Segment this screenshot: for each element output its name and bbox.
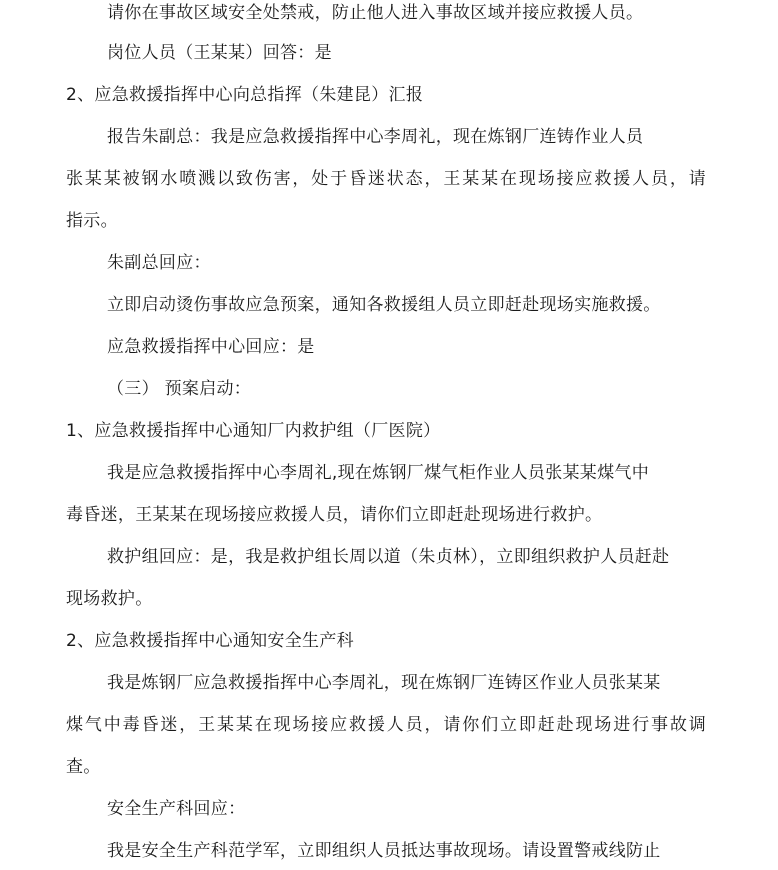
section-heading: 2、应急救援指挥中心通知安全生产科 bbox=[66, 631, 354, 651]
section-heading: 2、应急救援指挥中心向总指挥（朱建昆）汇报 bbox=[66, 85, 424, 105]
paragraph-line: 张某某被钢水喷溅以致伤害，处于昏迷状态，王某某在现场接应救援人员，请 bbox=[66, 169, 706, 189]
paragraph-line: 朱副总回应： bbox=[107, 253, 211, 273]
paragraph-line: 立即启动烫伤事故应急预案，通知各救援组人员立即赶赴现场实施救援。 bbox=[107, 295, 661, 315]
paragraph-line: 我是应急救援指挥中心李周礼,现在炼钢厂煤气柜作业人员张某某煤气中 bbox=[107, 463, 650, 483]
paragraph-line: 安全生产科回应： bbox=[107, 799, 246, 819]
paragraph-line: 现场救护。 bbox=[66, 589, 153, 609]
paragraph-line: 报告朱副总：我是应急救援指挥中心李周礼，现在炼钢厂连铸作业人员 bbox=[107, 127, 644, 147]
paragraph-line: 救护组回应：是，我是救护组长周以道（朱贞林），立即组织救护人员赶赴 bbox=[107, 547, 670, 567]
paragraph-line: 岗位人员（王某某）回答：是 bbox=[107, 43, 332, 63]
section-heading: （三） 预案启动： bbox=[107, 379, 252, 399]
paragraph-line: 请你在事故区域安全处禁戒，防止他人进入事故区域并接应救援人员。 bbox=[107, 3, 644, 23]
paragraph-line: 应急救援指挥中心回应：是 bbox=[107, 337, 315, 357]
section-heading: 1、应急救援指挥中心通知厂内救护组（厂医院） bbox=[66, 421, 441, 441]
paragraph-line: 我是炼钢厂应急救援指挥中心李周礼，现在炼钢厂连铸区作业人员张某某 bbox=[107, 673, 661, 693]
paragraph-line: 查。 bbox=[66, 757, 101, 777]
paragraph-line: 毒昏迷，王某某在现场接应救援人员，请你们立即赶赴现场进行救护。 bbox=[66, 505, 603, 525]
paragraph-line: 煤气中毒昏迷，王某某在现场接应救援人员，请你们立即赶赴现场进行事故调 bbox=[66, 715, 706, 735]
paragraph-line: 指示。 bbox=[66, 211, 118, 231]
paragraph-line: 我是安全生产科范学军，立即组织人员抵达事故现场。请设置警戒线防止 bbox=[107, 841, 661, 861]
